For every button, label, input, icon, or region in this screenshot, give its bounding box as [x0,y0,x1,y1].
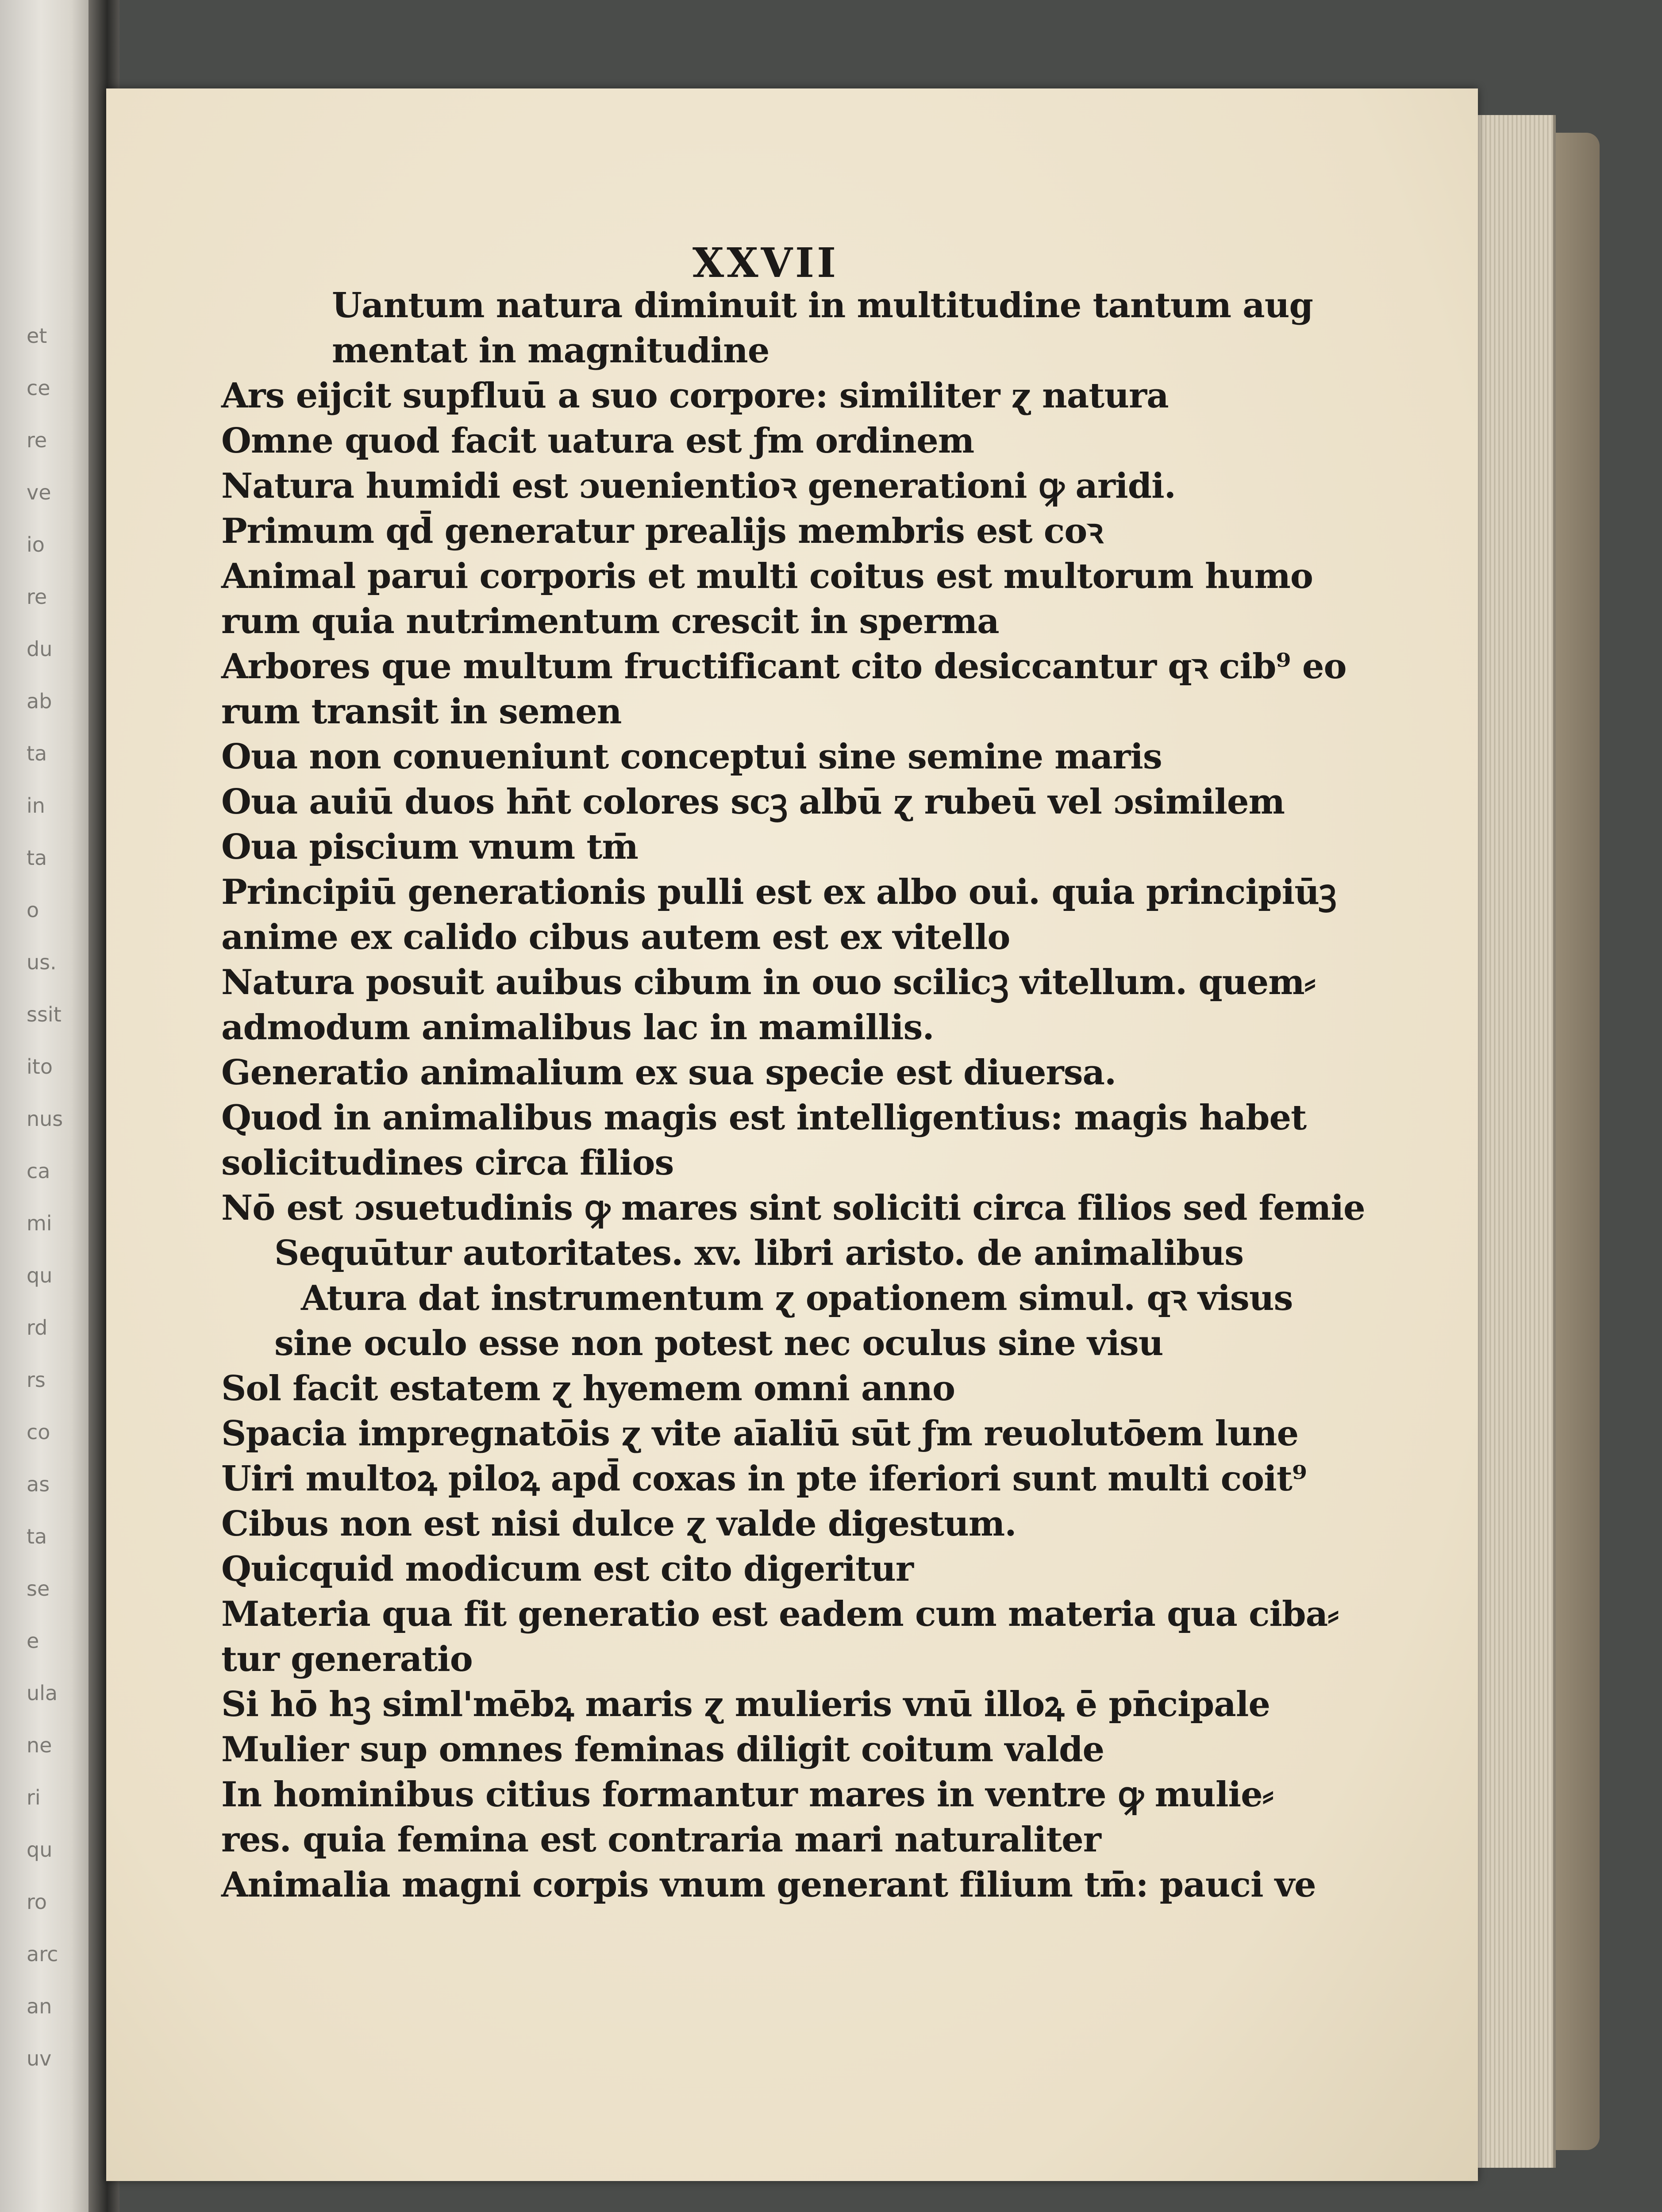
previous-page-fragment: ito [27,1055,53,1079]
previous-page-fragment: o [27,898,39,922]
text-line: Arbores que multum fructificant cito desiccantur qꝛ cib⁹ eo [221,646,1347,687]
text-line: anime ex calido cibus autem est ex vitello [221,917,1010,957]
text-line: Principiū generationis pulli est ex albo oui. quia principiūꝫ [221,872,1336,912]
previous-page-fragment: e [27,1629,39,1653]
text-line: Natura humidi est ɔuenientioꝛ generationi ꝙ aridi. [221,466,1176,506]
previous-page-fragment: ula [27,1681,58,1705]
previous-page-edge [0,0,102,2212]
page-text-block [221,283,1365,1908]
previous-page-fragment: re [27,428,47,452]
text-line: Quod in animalibus magis est intelligentius: magis habet [221,1098,1307,1138]
previous-page-fragment: ce [27,376,50,400]
previous-page-fragment: rd [27,1316,48,1340]
previous-page-fragment: se [27,1577,50,1601]
text-line: mentat in magnitudine [332,330,769,371]
book-cover-edge [1551,133,1600,2150]
text-line: Mulier sup omnes feminas diligit coitum valde [221,1729,1104,1770]
text-line: Animal parui corporis et multi coitus est multorum humo [221,556,1313,596]
previous-page-fragment: uv [27,2047,52,2070]
text-line: Omne quod facit uatura est ƒm ordinem [221,421,974,461]
previous-page-fragment: ab [27,689,52,713]
text-line: Uantum natura diminuit in multitudine tantum aug [332,285,1313,326]
previous-page-fragment: mi [27,1211,52,1235]
previous-page-fragment: rs [27,1368,46,1392]
previous-page-fragment: re [27,585,47,609]
text-line: solicitudines circa filios [221,1143,674,1183]
text-line: res. quia femina est contraria mari naturaliter [221,1820,1101,1860]
text-line: Uiri multoꝝ piloꝝ apd̄ coxas in pte iferiori sunt multi coit⁹ [221,1459,1307,1499]
text-line: tur generatio [221,1639,473,1679]
previous-page-fragment: qu [27,1838,53,1862]
previous-page-fragment: ta [27,741,47,765]
folio-number: XXVII [692,239,839,287]
text-line: Animalia magni corpis vnum generant filium tm̄: pauci ve [221,1865,1316,1905]
previous-page-fragment: an [27,1994,52,2018]
text-line: Generatio animalium ex sua specie est diuersa. [221,1052,1116,1093]
previous-page-fragment: et [27,324,47,348]
text-line: Oua non conueniunt conceptui sine semine maris [221,737,1162,777]
previous-page-fragment: io [27,533,45,557]
text-line: Oua auiū duos hn̄t colores scꝫ albū ɀ rubeū vel ɔsimilem [221,782,1285,822]
text-line: Si hō hꝫ siml'mēbꝝ maris ɀ mulieris vnū illoꝝ ē pn̄cipale [221,1684,1270,1724]
previous-page-fragment: as [27,1472,50,1496]
text-line: In hominibus citius formantur mares in ventre ꝙ mulie⸗ [221,1774,1273,1815]
text-line: Oua piscium vnum tm̄ [221,827,638,867]
previous-page-fragment: ri [27,1786,41,1809]
text-line: Ars eijcit supfluū a suo corpore: similiter ɀ natura [221,376,1169,416]
text-line: Spacia impregnatōis ɀ vite aīaliū sūt ƒm reuolutōem lune [221,1413,1299,1454]
text-line: admodum animalibus lac in mamillis. [221,1007,934,1048]
previous-page-fragment: co [27,1420,50,1444]
previous-page-fragment: ve [27,480,51,504]
text-line: Materia qua fit generatio est eadem cum materia qua ciba⸗ [221,1594,1339,1634]
text-line: rum quia nutrimentum crescit in sperma [221,601,999,641]
previous-page-fragment: ssit [27,1002,62,1026]
previous-page-fragment: arc [27,1942,58,1966]
text-line: Natura posuit auibus cibum in ouo scilicꝫ vitellum. quem⸗ [221,962,1316,1002]
text-line: Primum qd̄ generatur prealijs membris est coꝛ [221,511,1103,551]
previous-page-fragment: ta [27,1525,47,1548]
text-line: Sequūtur autoritates. xv. libri aristo. de animalibus [274,1233,1244,1273]
text-line: Quicquid modicum est cito digeritur [221,1549,913,1589]
previous-page-fragment: nus [27,1107,63,1131]
previous-page-fragment: qu [27,1263,53,1287]
previous-page-fragment: du [27,637,53,661]
previous-page-fragment: in [27,794,45,818]
previous-page-fragment: ca [27,1159,50,1183]
previous-page-fragment: ne [27,1733,52,1757]
previous-page-fragment: us. [27,950,57,974]
previous-page-fragment: ro [27,1890,47,1914]
text-line: Nō est ɔsuetudinis ꝙ mares sint soliciti circa filios sed femie [221,1188,1365,1228]
text-line: sine oculo esse non potest nec oculus sine visu [274,1323,1163,1363]
text-line: Sol facit estatem ɀ hyemem omni anno [221,1368,955,1409]
text-line: rum transit in semen [221,691,622,732]
previous-page-fragment: ta [27,846,47,870]
text-line: Atura dat instrumentum ɀ opationem simul. qꝛ visus [301,1278,1293,1318]
text-line: Cibus non est nisi dulce ɀ valde digestum. [221,1504,1016,1544]
